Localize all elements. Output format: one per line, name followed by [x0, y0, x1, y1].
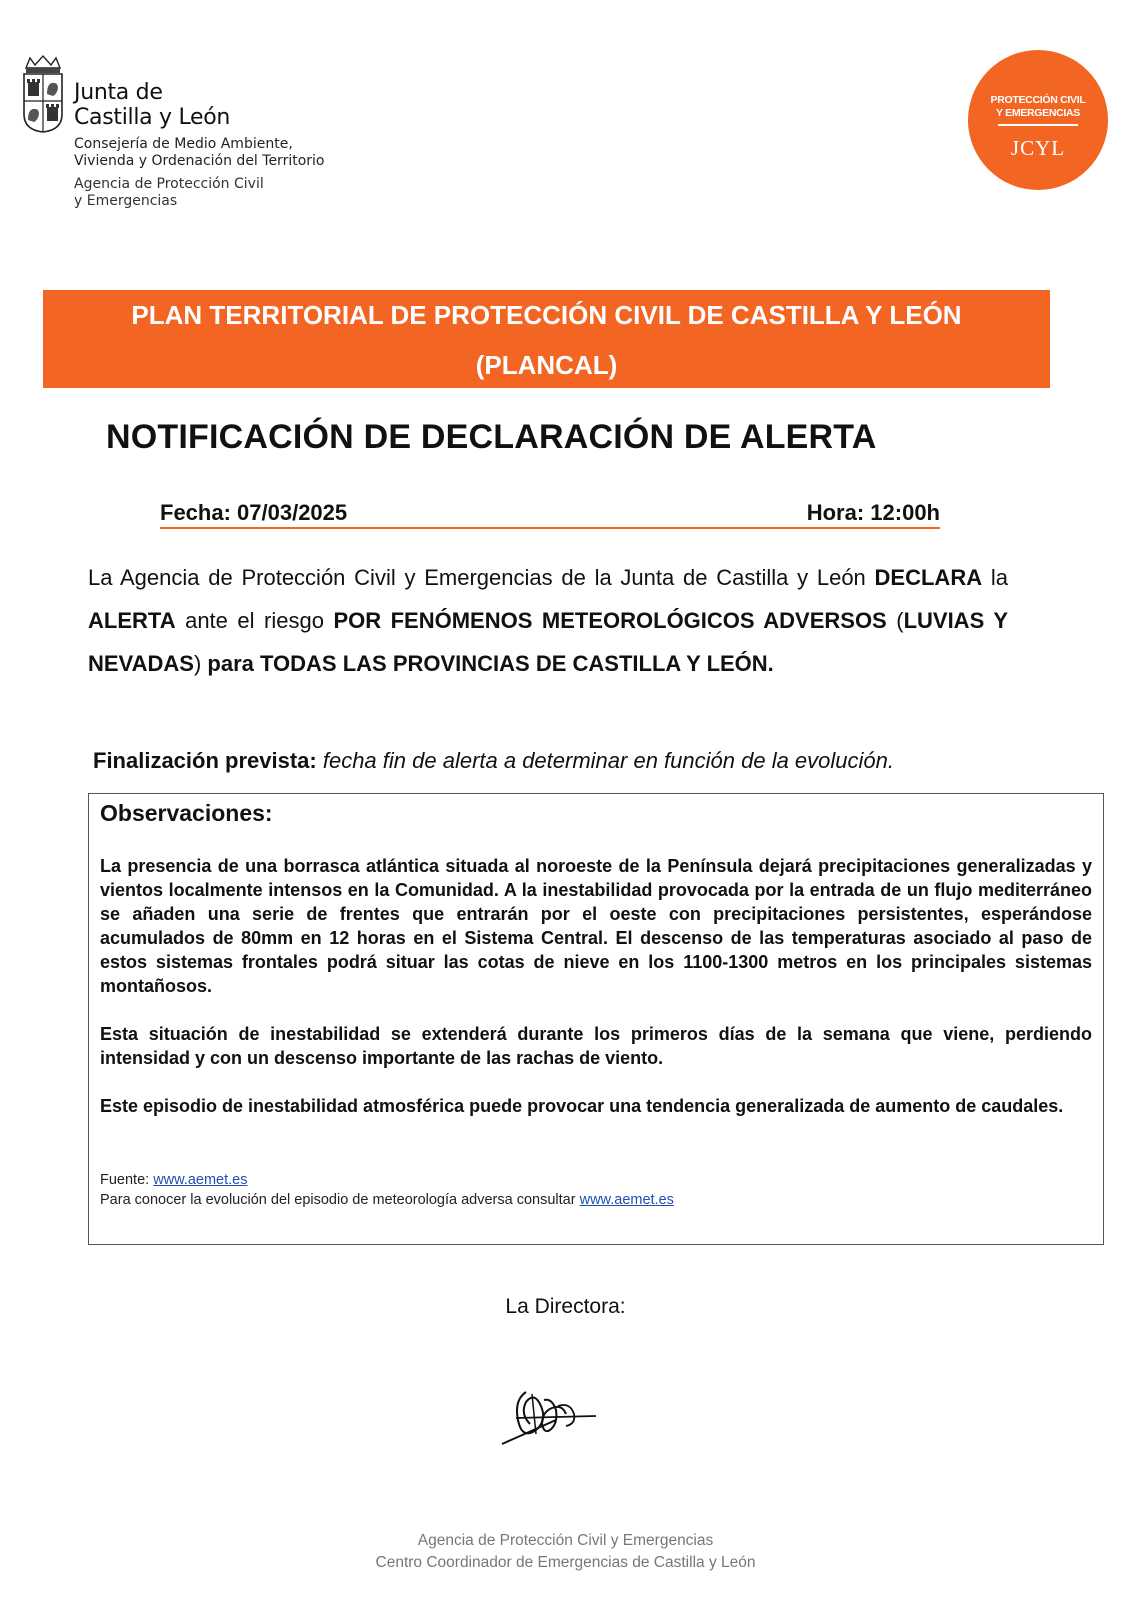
observation-paragraph-2: Esta situación de inestabilidad se extenderá durante los primeros días de la semana que viene, perdiendo intensidad y con un descenso importante de las rachas de viento. — [100, 1024, 1092, 1068]
observation-paragraph-3: Este episodio de inestabilidad atmosférica puede provocar una tendencia generalizada de aumento de caudales. — [100, 1096, 1064, 1116]
observations-body — [100, 854, 1092, 1142]
date-field: Fecha: 07/03/2025 — [160, 500, 348, 525]
declaration-paragraph — [88, 556, 1008, 685]
organization-name — [74, 80, 230, 130]
consejeria-line-1: Consejería de Medio Ambiente, — [74, 136, 293, 152]
observations-box — [88, 793, 1104, 1245]
consult-line — [100, 1190, 674, 1210]
date-underline — [160, 527, 940, 529]
time-field: Hora: 12:00h — [806, 500, 940, 525]
org-name-line-1: Junta de — [74, 80, 163, 105]
declaration-text-4: ( — [886, 608, 904, 633]
banner-line-2: (PLANCAL) — [475, 350, 618, 380]
logo-line-1: PROTECCIÓN CIVIL — [990, 94, 1086, 106]
agencia-line-2: y Emergencias — [74, 193, 178, 209]
logo-line-3: JCYL — [1010, 136, 1066, 160]
consejeria-line-2: Vivienda y Ordenación del Territorio — [74, 153, 325, 169]
aemet-source-link[interactable]: www.aemet.es — [153, 1172, 248, 1188]
consejeria-name — [74, 136, 324, 170]
declaration-bold-5: para TODAS LAS PROVINCIAS DE CASTILLA Y LEÓN. — [207, 651, 774, 676]
declaration-text-2: la — [982, 565, 1008, 590]
signatory-label: La Directora: — [505, 1295, 626, 1318]
source-label: Fuente: — [100, 1172, 154, 1188]
declaration-bold-1: DECLARA — [874, 565, 983, 590]
source-block — [100, 1170, 674, 1210]
logo-text-top — [968, 94, 1108, 120]
footer — [0, 1530, 1131, 1574]
date-time-line — [160, 500, 940, 530]
footer-line-2: Centro Coordinador de Emergencias de Castilla y León — [375, 1554, 756, 1571]
logo-divider — [998, 124, 1078, 126]
org-name-line-2: Castilla y León — [74, 105, 231, 130]
signature-icon — [496, 1380, 606, 1460]
declaration-bold-4: LUVIAS Y NEVADAS — [88, 608, 1009, 676]
source-line — [100, 1170, 674, 1190]
proteccion-civil-logo — [968, 50, 1108, 190]
observations-title: Observaciones: — [100, 800, 273, 826]
consult-text: Para conocer la evolución del episodio de meteorología adversa consultar — [100, 1192, 580, 1208]
document-title: NOTIFICACIÓN DE DECLARACIÓN DE ALERTA — [106, 418, 877, 456]
logo-line-2: Y EMERGENCIAS — [995, 107, 1080, 119]
declaration-bold-3: POR FENÓMENOS METEOROLÓGICOS ADVERSOS — [333, 608, 887, 633]
expected-end-label: Finalización prevista: — [93, 748, 317, 773]
observation-paragraph-1: La presencia de una borrasca atlántica situada al noroeste de la Península dejará precipitaciones generalizadas y vientos localmente intensos en la Comunidad. A la inestabilidad provocada por la entrada de un flujo mediterráneo se añaden una serie de frentes que entrarán por el oeste con precipitaciones persistentes, esperándose acumulados de 80mm en 12 horas en el Sistema Central. El descenso de las temperaturas asociado al paso de estos sistemas frontales podrá situar las cotas de nieve en los 1100-1300 metros en los principales sistemas montañosos. — [100, 856, 1092, 996]
expected-end — [93, 748, 1033, 774]
plan-banner — [43, 290, 1050, 388]
declaration-text-3: ante el riesgo — [175, 608, 334, 633]
declaration-bold-2: ALERTA — [88, 608, 176, 633]
expected-end-value: fecha fin de alerta a determinar en función de la evolución. — [316, 748, 894, 773]
agencia-line-1: Agencia de Protección Civil — [74, 176, 264, 192]
aemet-consult-link[interactable]: www.aemet.es — [579, 1192, 674, 1208]
header-institution — [18, 50, 378, 220]
declaration-text-5: ) — [193, 651, 208, 676]
banner-line-1: PLAN TERRITORIAL DE PROTECCIÓN CIVIL DE CASTILLA Y LEÓN — [131, 300, 962, 330]
coat-of-arms-icon — [20, 54, 66, 134]
footer-line-1: Agencia de Protección Civil y Emergencias — [417, 1532, 714, 1549]
agencia-name — [74, 176, 264, 210]
declaration-text-1: La Agencia de Protección Civil y Emergencias de la Junta de Castilla y León — [88, 565, 875, 590]
